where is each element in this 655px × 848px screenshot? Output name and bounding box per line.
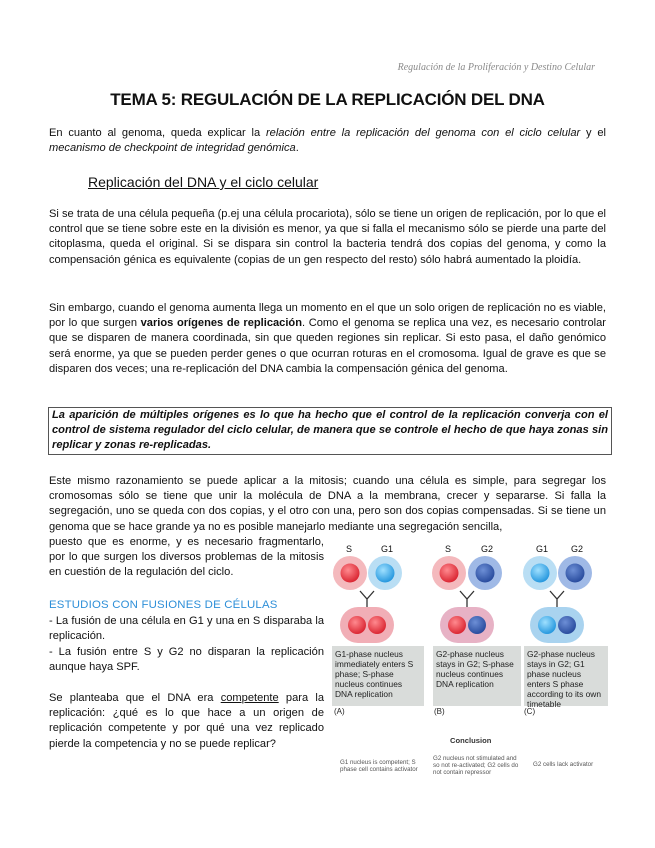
g1-nucleus-c	[531, 564, 550, 583]
cell-fusion-figure	[330, 537, 610, 797]
g1-nucleus-a	[376, 564, 395, 583]
page-title: TEMA 5: REGULACIÓN DE LA REPLICACIÓN DEL DNA	[110, 90, 545, 109]
intro-text-a: En cuanto al genoma, queda explicar la	[49, 127, 266, 139]
paragraph-1: Si se trata de una célula pequeña (p.ej una célula procariota), sólo se tiene un origen de replicación, por lo que el control que se tiene sobre este en la división es menor, ya que si falla el mecanismo sólo se pierde una parte del citoplasma, queda el original. Si se dispara sin control la bacteria tendrá dos copias del genoma, y como la compensación génica es equivalente (copias de un gen respecto del resto) sólo habrá aumentado la ploidía.	[49, 208, 606, 266]
intro-text-c: y el	[580, 127, 606, 139]
fused-nucleus-a2	[368, 616, 386, 634]
intro-text-e: .	[295, 142, 299, 155]
fusion-arrow-a	[360, 591, 374, 607]
section-subtitle: Replicación del DNA y el ciclo celular	[88, 174, 319, 190]
panel-b-cells	[432, 556, 502, 643]
bullet-2: - La fusión entre S y G2 no disparan la replicación aunque haya SPF.	[49, 646, 324, 674]
p4-text-a: Se planteaba que el DNA era	[49, 692, 221, 704]
bullet-1: - La fusión de una célula en G1 y una en S disparaba la replicación.	[49, 615, 324, 643]
conclusion-b: G2 nucleus not stimulated and so not re-activated; G2 cells do not contain repressor	[433, 755, 519, 776]
fused-nucleus-c1	[538, 616, 556, 634]
s-nucleus-a	[341, 564, 360, 583]
caption-b: G2-phase nucleus stays in G2; S-phase nucleus continues DNA replication	[433, 646, 521, 706]
label-s-b: S	[445, 544, 452, 554]
conclusion-a: G1 nucleus is competent; S phase cell contains activator	[340, 759, 418, 773]
label-g1-a: G1	[381, 544, 394, 554]
intro-emphasis-1: relación entre la replicación del genoma con el ciclo celular	[265, 127, 581, 139]
fused-nucleus-b2	[468, 616, 486, 634]
p2-bold: varios orígenes de replicación	[140, 317, 302, 330]
caption-c: G2-phase nucleus stays in G2; G1 phase nucleus enters S phase according to its own timetable	[524, 646, 608, 706]
paragraph-3: Este mismo razonamiento se puede aplicar a la mitosis; cuando una célula es simple, para segregar los cromosomas sólo se tiene que unir la molécula de DNA a la membrana, crecer y separarse. Si falla la segregación, uno se queda con dos copias, y el otro con una, pero son dos copias compensadas. Si se tiene un genoma que se hace grande ya no es posible manejarlo mediante una segregación sencilla,	[49, 475, 606, 533]
p2-text-a: Sin embargo, cuando el genoma aumenta llega un momento en el que un solo origen de replicación no es viable, por lo que surgen	[49, 302, 606, 330]
panel-a-cells	[333, 556, 402, 643]
conclusion-c: G2 cells lack activator	[533, 761, 594, 768]
paragraph-4	[49, 691, 324, 752]
caption-a: G1-phase nucleus immediately enters S phase; S-phase nucleus continues DNA replication	[332, 646, 424, 706]
paragraph-2	[49, 301, 606, 377]
fused-nucleus-c2	[558, 616, 576, 634]
label-g2-b: G2	[481, 544, 494, 554]
intro-paragraph	[49, 126, 606, 156]
panel-c-label: (C)	[524, 707, 536, 716]
s-nucleus-b	[440, 564, 459, 583]
p2-text-c: . Como el genoma se replica una vez, es necesario controlar que se disparen de manera coordinada, sin que queden regiones sin replicar. Si esto pasa, el daño genómico será enorme, ya que se pueden perder genes o que ocurran roturas en el cromosoma. Igual de grave es que se disparen dos veces; una re-replicación del DNA cambia la compensación génica del genoma.	[49, 317, 606, 375]
label-g1-c: G1	[536, 544, 549, 554]
fused-nucleus-b1	[448, 616, 466, 634]
fusion-arrow-b	[460, 591, 474, 607]
fusion-arrow-c	[550, 591, 564, 607]
label-s-a: S	[346, 544, 353, 554]
paragraph-3-cont: puesto que es enorme, y es necesario fragmentarlo, por lo que surgen los diversos problemas de la mitosis en cuestión de la regulación del ciclo.	[49, 536, 324, 579]
g2-nucleus-c	[566, 564, 585, 583]
section-heading-fusions: ESTUDIOS CON FUSIONES DE CÉLULAS	[49, 599, 278, 611]
intro-emphasis-2: mecanismo de checkpoint de integridad genómica	[49, 142, 296, 155]
panel-a-label: (A)	[334, 707, 345, 716]
panel-c-cells	[523, 556, 592, 643]
running-header: Regulación de la Proliferación y Destino Celular	[397, 62, 595, 73]
label-g2-c: G2	[571, 544, 584, 554]
conclusion-heading: Conclusion	[450, 736, 492, 745]
fused-nucleus-a1	[348, 616, 366, 634]
g2-nucleus-b	[476, 564, 495, 583]
panel-b-label: (B)	[434, 707, 445, 716]
highlight-box: La aparición de múltiples orígenes es lo que ha hecho que el control de la replicación converja con el control de sistema regulador del ciclo celular, de manera que se controle el hecho de que haya zonas sin replicar y zonas re-replicadas.	[48, 407, 612, 455]
p4-text-c: para la replicación: ¿qué es lo que hace a un origen de replicación competente y por qué una vez replicado pierde la competencia y no se puede replicar?	[49, 692, 324, 750]
p4-underlined: competente	[220, 692, 279, 704]
